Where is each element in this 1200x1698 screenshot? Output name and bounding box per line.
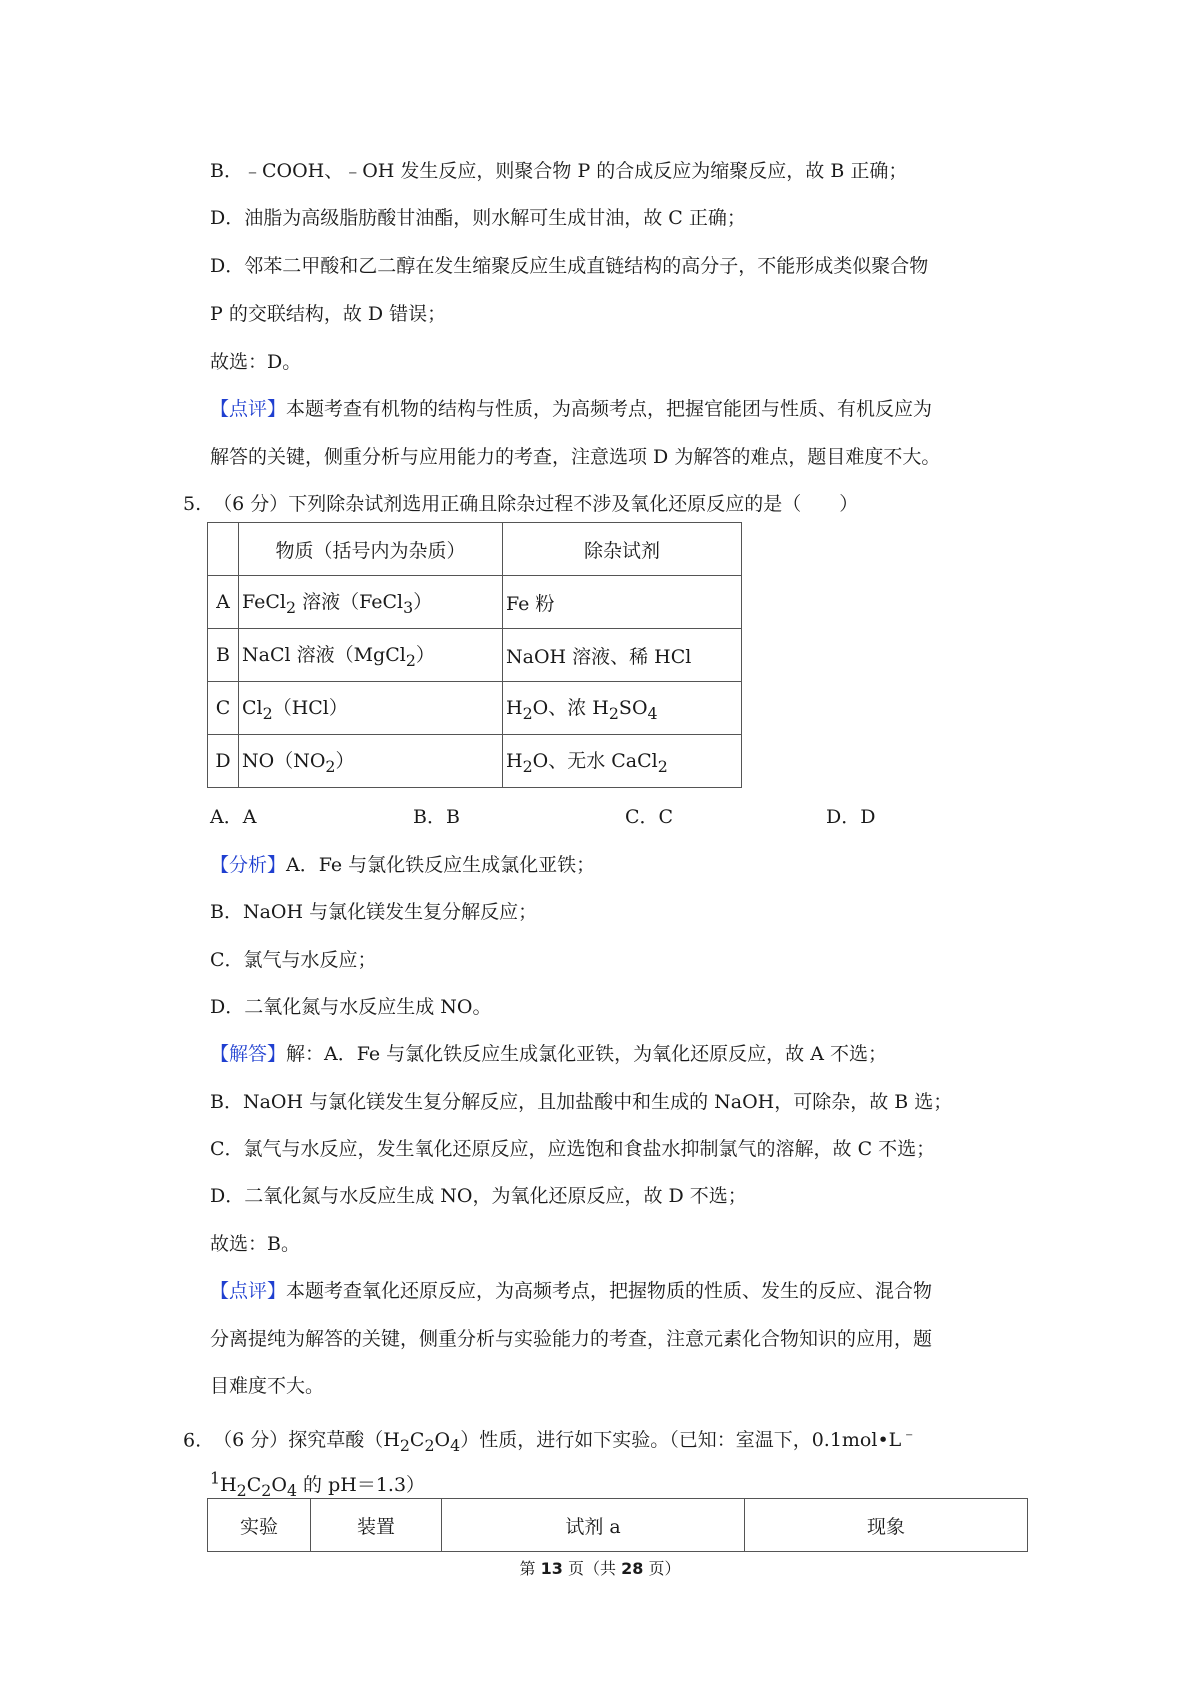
- prev-line-3: D．邻苯二甲酸和乙二醇在发生缩聚反应生成直链结构的高分子，不能形成类似聚合物: [210, 255, 929, 277]
- page-footer: 第 13 页（共 28 页）: [519, 1559, 681, 1578]
- table-row: [208, 682, 742, 735]
- prev-line-1: B．﹣COOH、﹣OH 发生反应，则聚合物 P 的合成反应为缩聚反应，故 B 正确；: [210, 160, 908, 182]
- row-reagent: $H_2O$、浓 $H_2SO_4$: [503, 682, 742, 735]
- row-reagent: $H_2O$、无水 CaCl$_2$: [503, 735, 742, 788]
- review-text: 本题考查氧化还原反应，为高频考点，把握物质的性质、发生的反应、混合物: [286, 1280, 933, 1302]
- row-substance: NaCl 溶液（MgCl$_2$）: [239, 629, 503, 682]
- table-row: [208, 576, 742, 629]
- table-header-cell: 试剂 a: [442, 1499, 745, 1552]
- review-line-2: 分离提纯为解答的关键，侧重分析与实验能力的考查，注意元素化合物知识的应用，题: [210, 1328, 933, 1350]
- q6-table: [207, 1498, 1028, 1552]
- table-header-cell: 除杂试剂: [503, 523, 742, 576]
- analysis-line-3: C．氯气与水反应；: [210, 949, 377, 971]
- row-substance: FeCl$_2$ 溶液（FeCl$_3$）: [239, 576, 503, 629]
- prev-review-line-1: [210, 396, 932, 422]
- review-tag: 【点评】: [210, 1280, 287, 1302]
- analysis-line-1: [210, 852, 595, 878]
- table-header-cell: 实验: [208, 1499, 311, 1552]
- answer-line-4: D．二氧化氮与水反应生成 NO，为氧化还原反应，故 D 不选；: [210, 1185, 747, 1207]
- page-number: 13: [540, 1559, 563, 1578]
- review-tag: 【点评】: [210, 398, 287, 420]
- question-6-stem-line-1: [183, 1421, 917, 1459]
- review-line-3: 目难度不大。: [210, 1375, 325, 1397]
- question-5-stem: [183, 491, 858, 517]
- table-header-cell: [208, 523, 239, 576]
- table-header-cell: 装置: [311, 1499, 442, 1552]
- answer-tag: 【解答】: [210, 1043, 287, 1065]
- prev-review-line-2: 解答的关键，侧重分析与应用能力的考查，注意选项 D 为解答的难点，题目难度不大。: [210, 446, 941, 468]
- row-label: A: [208, 576, 239, 629]
- answer-text: 解：A．Fe 与氯化铁反应生成氯化亚铁，为氧化还原反应，故 A 不选；: [286, 1043, 887, 1065]
- total-pages: 28: [621, 1559, 644, 1578]
- question-number: 5.: [183, 493, 202, 515]
- row-label: B: [208, 629, 239, 682]
- answer-line-3: C．氯气与水反应，发生氧化还原反应，应选饱和食盐水抑制氯气的溶解，故 C 不选；: [210, 1138, 936, 1160]
- row-reagent: NaOH 溶液、稀 HCl: [503, 629, 742, 682]
- analysis-tag: 【分析】: [210, 854, 287, 876]
- review-line-1: [210, 1278, 932, 1304]
- row-label: D: [208, 735, 239, 788]
- option-a: A．A: [210, 806, 257, 828]
- question-text: （6 分）探究草酸$(H_2C_2O_4)$性质，进行如下实验。（已知：室温下，0.1mol•L﹣: [213, 1424, 918, 1456]
- prev-line-2: D．油脂为高级脂肪酸甘油酯，则水解可生成甘油，故 C 正确；: [210, 207, 746, 229]
- option-c: C．C: [625, 806, 674, 828]
- analysis-line-2: B．NaOH 与氯化镁发生复分解反应；: [210, 901, 538, 923]
- analysis-line-4: D．二氧化氮与水反应生成 NO。: [210, 996, 492, 1018]
- table-header-row: [208, 523, 742, 576]
- q5-table: [207, 522, 742, 788]
- prev-line-5: 故选：D。: [210, 351, 302, 373]
- row-substance: $NO(NO_2)$: [239, 735, 503, 788]
- question-text-cont: $^1H_2C_2O_4$ 的 pH＝1.3）: [210, 1469, 426, 1501]
- answer-line-1: [210, 1041, 887, 1067]
- answer-line-2: B．NaOH 与氯化镁发生复分解反应，且加盐酸中和生成的 NaOH，可除杂，故 B 选；: [210, 1091, 953, 1113]
- row-label: C: [208, 682, 239, 735]
- row-reagent: Fe 粉: [503, 576, 742, 629]
- review-text: 本题考查有机物的结构与性质，为高频考点，把握官能团与性质、有机反应为: [286, 398, 933, 420]
- analysis-text: A．Fe 与氯化铁反应生成氯化亚铁；: [286, 854, 596, 876]
- row-substance: $Cl_2(HCl)$: [239, 682, 503, 735]
- answer-line-5: 故选：B。: [210, 1233, 300, 1255]
- table-header-cell: 物质（括号内为杂质）: [239, 523, 503, 576]
- table-row: [208, 735, 742, 788]
- question-number: 6.: [183, 1429, 202, 1452]
- table-row: [208, 629, 742, 682]
- prev-line-4: P 的交联结构，故 D 错误；: [210, 303, 447, 325]
- table-header-cell: 现象: [745, 1499, 1028, 1552]
- question-text: （6 分）下列除杂试剂选用正确且除杂过程不涉及氧化还原反应的是（ ）: [213, 493, 859, 515]
- option-b: B．B: [413, 806, 460, 828]
- option-d: D．D: [826, 806, 876, 828]
- table-header-row: [208, 1499, 1028, 1552]
